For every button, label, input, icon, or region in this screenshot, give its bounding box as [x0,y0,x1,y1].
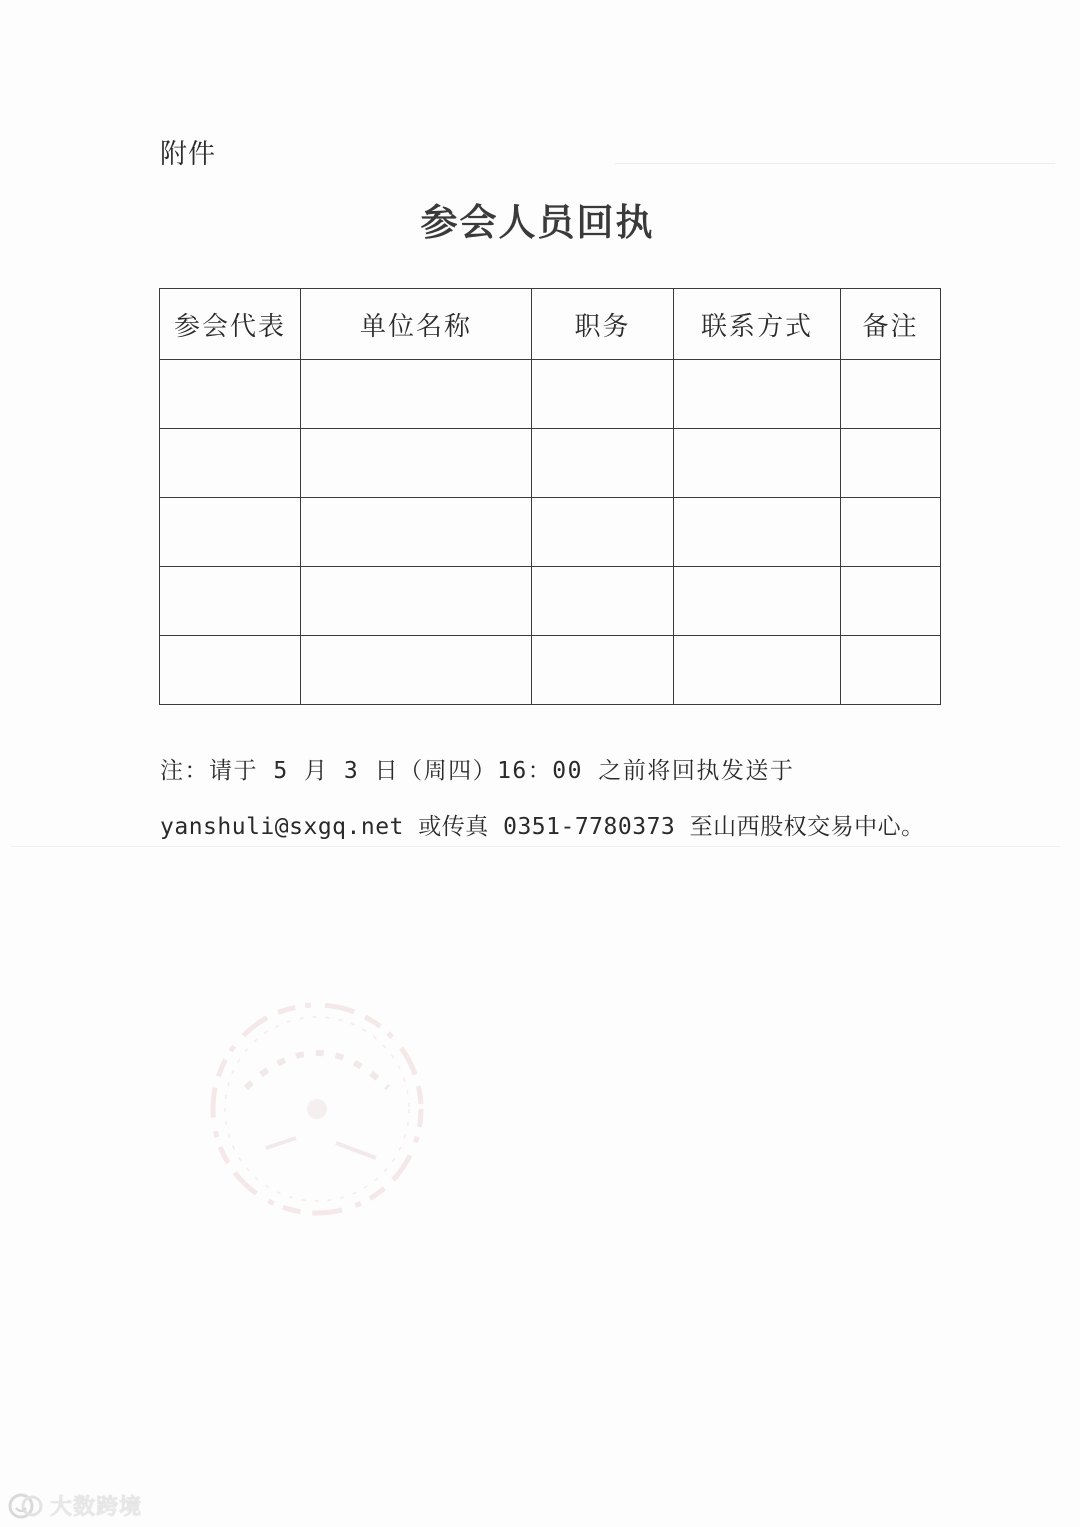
table-cell [301,498,532,567]
table-row [160,429,941,498]
header-contact: 联系方式 [674,289,841,360]
table-cell [674,636,841,705]
smile-logo-icon [8,1493,44,1519]
table-cell [532,567,674,636]
table-cell [532,636,674,705]
note-contact-line: yanshuli@sxgq.net 或传真 0351-7780373 至山西股权交易中心。 [160,814,925,840]
watermark-text: 大数跨境 [50,1495,143,1520]
table-cell [532,360,674,429]
table-row [160,360,941,429]
table-cell [160,498,301,567]
header-organization: 单位名称 [301,289,532,360]
table-cell [301,636,532,705]
table-cell [841,429,941,498]
table-row [160,567,941,636]
table-cell [674,498,841,567]
table-cell [301,360,532,429]
table-cell [841,567,941,636]
table-row [160,498,941,567]
table-cell [160,636,301,705]
page-title: 参会人员回执 [420,200,655,244]
table-cell [674,429,841,498]
watermark [8,1490,142,1521]
table-cell [160,360,301,429]
table-cell [160,429,301,498]
table-cell [841,636,941,705]
scan-artifact-line [10,846,1060,847]
table-cell [532,498,674,567]
attendee-reply-table [159,288,941,705]
table-cell [674,567,841,636]
faded-seal-stamp [206,998,428,1220]
table-cell [301,429,532,498]
table-cell [841,360,941,429]
attachment-label: 附件 [160,139,216,170]
note-deadline-line: 注：请于 5 月 3 日（周四）16：00 之前将回执发送于 [160,758,795,784]
table-header-row [160,289,941,360]
scan-artifact-line [615,163,1055,164]
header-position: 职务 [532,289,674,360]
header-representative: 参会代表 [160,289,301,360]
header-remarks: 备注 [841,289,941,360]
table-cell [532,429,674,498]
table-cell [674,360,841,429]
table-cell [301,567,532,636]
table-cell [841,498,941,567]
table-cell [160,567,301,636]
table-row [160,636,941,705]
